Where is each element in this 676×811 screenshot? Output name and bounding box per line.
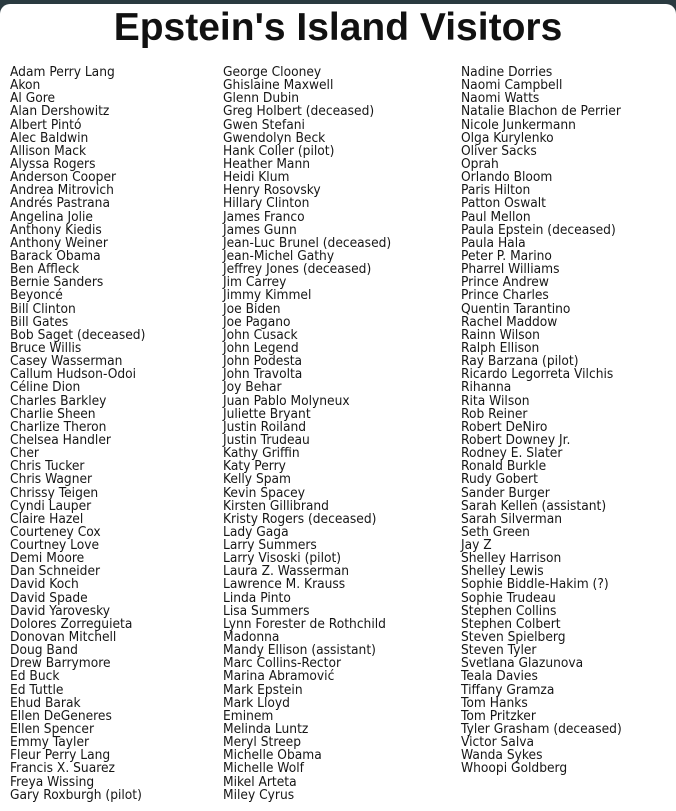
- page-title: Epstein's Island Visitors: [113, 6, 563, 49]
- list-item: Laura Z. Wasserman: [223, 564, 350, 580]
- list-item: Fleur Perry Lang: [10, 748, 111, 764]
- list-item: Dolores Zorreguieta: [10, 616, 133, 632]
- list-item: Kristy Rogers (deceased): [223, 511, 377, 527]
- list-item: Anthony Kiedis: [10, 222, 102, 238]
- list-item: Alec Baldwin: [10, 130, 89, 146]
- list-item: Joe Pagano: [223, 314, 291, 330]
- list-item: David Koch: [10, 577, 79, 593]
- list-item: Ellen Spencer: [10, 722, 95, 738]
- name-column-1: [10, 66, 145, 802]
- list-item: Joy Behar: [223, 380, 282, 396]
- list-item: Paris Hilton: [461, 183, 531, 199]
- list-item: Chris Wagner: [10, 472, 93, 488]
- list-item: Patton Oswalt: [461, 196, 546, 212]
- list-item: John Legend: [223, 340, 299, 356]
- list-item: Tom Hanks: [461, 695, 528, 711]
- list-item: Paula Hala: [461, 235, 526, 251]
- list-item: Heather Mann: [223, 156, 310, 172]
- list-item: Courteney Cox: [10, 524, 101, 540]
- list-item: Marina Abramović: [223, 669, 335, 685]
- list-item: Nicole Junkermann: [461, 117, 576, 133]
- list-item: Ed Buck: [10, 669, 60, 685]
- list-item: Rudy Gobert: [461, 472, 538, 488]
- list-item: Anderson Cooper: [10, 170, 117, 186]
- list-item: Eminem: [223, 708, 274, 724]
- list-item: Ricardo Legorreta Vilchis: [461, 367, 614, 383]
- list-item: Cyndi Lauper: [10, 498, 92, 514]
- list-item: Wanda Sykes: [461, 748, 543, 764]
- list-item: Cher: [10, 446, 39, 462]
- list-item: Ellen DeGeneres: [10, 708, 112, 724]
- list-item: Mandy Ellison (assistant): [223, 643, 376, 659]
- list-item: Paul Mellon: [461, 209, 531, 225]
- list-item: Kirsten Gillibrand: [223, 498, 329, 514]
- list-item: Rihanna: [461, 380, 512, 396]
- list-item: Angelina Jolie: [10, 209, 93, 225]
- list-item: Hillary Clinton: [223, 196, 310, 212]
- list-item: Ghislaine Maxwell: [223, 78, 334, 94]
- name-column-2: [223, 66, 391, 802]
- list-item: Michelle Wolf: [223, 761, 304, 777]
- list-item: Hank Coller (pilot): [223, 143, 335, 159]
- list-item: Juliette Bryant: [223, 406, 311, 422]
- list-item: Stephen Colbert: [461, 616, 561, 632]
- list-item: Nadine Dorries: [461, 65, 553, 80]
- list-item: Natalie Blachon de Perrier: [461, 104, 621, 120]
- list-item: Lynn Forester de Rothchild: [223, 616, 386, 632]
- list-item: Rodney E. Slater: [461, 446, 563, 462]
- name-column-3: [461, 66, 622, 776]
- list-item: Bill Gates: [10, 314, 69, 330]
- list-item: Jim Carrey: [223, 275, 287, 291]
- list-item: James Gunn: [223, 222, 297, 238]
- list-item: Albert Pintó: [10, 117, 82, 133]
- list-item: Marc Collins-Rector: [223, 656, 342, 672]
- list-item: Robert DeNiro: [461, 419, 548, 435]
- list-item: Linda Pinto: [223, 590, 291, 606]
- list-item: Sophie Trudeau: [461, 590, 556, 606]
- list-item: John Travolta: [223, 367, 303, 383]
- list-item: Kelly Spam: [223, 472, 291, 488]
- list-item: Claire Hazel: [10, 511, 84, 527]
- list-item: Kevin Spacey: [223, 485, 305, 501]
- list-item: Francis X. Suarez: [10, 761, 115, 777]
- list-item: David Yarovesky: [10, 603, 111, 619]
- list-item: Tyler Grasham (deceased): [461, 722, 622, 738]
- list-item: Shelley Lewis: [461, 564, 544, 580]
- list-item: Sarah Kellen (assistant): [461, 498, 607, 514]
- list-item: Jeffrey Jones (deceased): [223, 262, 372, 278]
- list-item: Jean-Michel Gathy: [223, 248, 335, 264]
- list-item: James Franco: [223, 209, 305, 225]
- list-item: Larry Visoski (pilot): [223, 551, 342, 567]
- list-item: Shelley Harrison: [461, 551, 562, 567]
- document-page: [0, 4, 676, 811]
- list-item: Ralph Ellison: [461, 340, 540, 356]
- list-item: Seth Green: [461, 524, 530, 540]
- list-item: Orlando Bloom: [461, 170, 553, 186]
- list-item: Steven Spielberg: [461, 630, 566, 646]
- list-item: Beyoncé: [10, 288, 63, 304]
- list-item: Robert Downey Jr.: [461, 432, 571, 448]
- list-item: Bernie Sanders: [10, 275, 104, 291]
- list-item: Céline Dion: [10, 380, 81, 396]
- list-item: Anthony Weiner: [10, 235, 108, 251]
- list-item: Dan Schneider: [10, 564, 101, 580]
- list-item: Gwendolyn Beck: [223, 130, 326, 146]
- list-item: Emmy Tayler: [10, 735, 90, 751]
- list-item: Olga Kurylenko: [461, 130, 554, 146]
- list-item: Meryl Streep: [223, 735, 301, 751]
- list-item: Charlize Theron: [10, 419, 107, 435]
- list-item: Henry Rosovsky: [223, 183, 321, 199]
- list-item: Tiffany Gramza: [461, 682, 555, 698]
- list-item: Mark Lloyd: [223, 695, 290, 711]
- list-item: Lady Gaga: [223, 524, 289, 540]
- list-item: Chris Tucker: [10, 459, 85, 475]
- list-item: Peter P. Marino: [461, 248, 552, 264]
- list-item: Lawrence M. Krauss: [223, 577, 346, 593]
- list-item: Andrés Pastrana: [10, 196, 110, 212]
- list-item: Gwen Stefani: [223, 117, 305, 133]
- list-item: Al Gore: [10, 91, 56, 107]
- list-item: Melinda Luntz: [223, 722, 309, 738]
- list-item: Lisa Summers: [223, 603, 310, 619]
- list-item: Whoopi Goldberg: [461, 761, 568, 777]
- list-item: Teala Davies: [461, 669, 538, 685]
- list-item: Prince Charles: [461, 288, 549, 304]
- list-item: Drew Barrymore: [10, 656, 111, 672]
- list-item: Rachel Maddow: [461, 314, 558, 330]
- list-item: Chrissy Teigen: [10, 485, 99, 501]
- list-item: Heidi Klum: [223, 170, 290, 186]
- list-item: Tom Pritzker: [461, 708, 536, 724]
- list-item: Casey Wasserman: [10, 354, 123, 370]
- list-item: Michelle Obama: [223, 748, 322, 764]
- list-item: George Clooney: [223, 65, 322, 80]
- list-item: Doug Band: [10, 643, 78, 659]
- list-item: John Cusack: [223, 327, 298, 343]
- list-item: Courtney Love: [10, 538, 100, 554]
- list-item: Allison Mack: [10, 143, 87, 159]
- list-item: Gary Roxburgh (pilot): [10, 787, 142, 803]
- list-item: Sophie Biddle-Hakim (?): [461, 577, 609, 593]
- list-item: Pharrel Williams: [461, 262, 560, 278]
- list-item: Naomi Watts: [461, 91, 540, 107]
- list-item: Ray Barzana (pilot): [461, 354, 579, 370]
- list-item: Rainn Wilson: [461, 327, 540, 343]
- list-item: Svetlana Glazunova: [461, 656, 584, 672]
- list-item: Donovan Mitchell: [10, 630, 117, 646]
- list-item: Ehud Barak: [10, 695, 81, 711]
- list-item: Steven Tyler: [461, 643, 537, 659]
- list-item: Miley Cyrus: [223, 787, 295, 803]
- list-item: Naomi Campbell: [461, 78, 563, 94]
- list-item: Sander Burger: [461, 485, 550, 501]
- list-item: Barack Obama: [10, 248, 101, 264]
- list-item: Ben Affleck: [10, 262, 80, 278]
- list-item: Adam Perry Lang: [10, 65, 115, 80]
- list-item: Mark Epstein: [223, 682, 303, 698]
- list-item: Chelsea Handler: [10, 432, 111, 448]
- list-item: Bill Clinton: [10, 301, 76, 317]
- list-item: Ronald Burkle: [461, 459, 547, 475]
- list-item: Bob Saget (deceased): [10, 327, 146, 343]
- list-item: Glenn Dubin: [223, 91, 300, 107]
- list-item: Oprah: [461, 156, 499, 172]
- list-item: Alan Dershowitz: [10, 104, 110, 120]
- list-item: Paula Epstein (deceased): [461, 222, 616, 238]
- list-item: Akon: [10, 78, 41, 94]
- list-item: Jay Z: [461, 538, 492, 554]
- list-item: Rob Reiner: [461, 406, 528, 422]
- list-item: Prince Andrew: [461, 275, 549, 291]
- list-item: Victor Salva: [461, 735, 535, 751]
- list-item: Jean-Luc Brunel (deceased): [223, 235, 392, 251]
- list-item: Mikel Arteta: [223, 774, 297, 790]
- list-item: Ed Tuttle: [10, 682, 64, 698]
- list-item: Charlie Sheen: [10, 406, 96, 422]
- list-item: Andrea Mitrovich: [10, 183, 114, 199]
- list-item: Freya Wissing: [10, 774, 95, 790]
- list-item: John Podesta: [223, 354, 303, 370]
- list-item: Justin Roiland: [223, 419, 307, 435]
- list-item: Justin Trudeau: [223, 432, 310, 448]
- list-item: Alyssa Rogers: [10, 156, 96, 172]
- list-item: Charles Barkley: [10, 393, 107, 409]
- list-item: Callum Hudson-Odoi: [10, 367, 137, 383]
- list-item: Quentin Tarantino: [461, 301, 571, 317]
- list-item: Bruce Willis: [10, 340, 82, 356]
- list-item: Stephen Collins: [461, 603, 557, 619]
- list-item: Jimmy Kimmel: [223, 288, 312, 304]
- list-item: Greg Holbert (deceased): [223, 104, 375, 120]
- list-item: Oliver Sacks: [461, 143, 537, 159]
- list-item: Juan Pablo Molyneux: [223, 393, 350, 409]
- list-item: Demi Moore: [10, 551, 85, 567]
- list-item: Katy Perry: [223, 459, 286, 475]
- list-item: Joe Biden: [223, 301, 281, 317]
- list-item: Rita Wilson: [461, 393, 530, 409]
- list-item: David Spade: [10, 590, 88, 606]
- list-item: Sarah Silverman: [461, 511, 563, 527]
- list-item: Larry Summers: [223, 538, 317, 554]
- list-item: Kathy Griffin: [223, 446, 300, 462]
- list-item: Madonna: [223, 630, 280, 646]
